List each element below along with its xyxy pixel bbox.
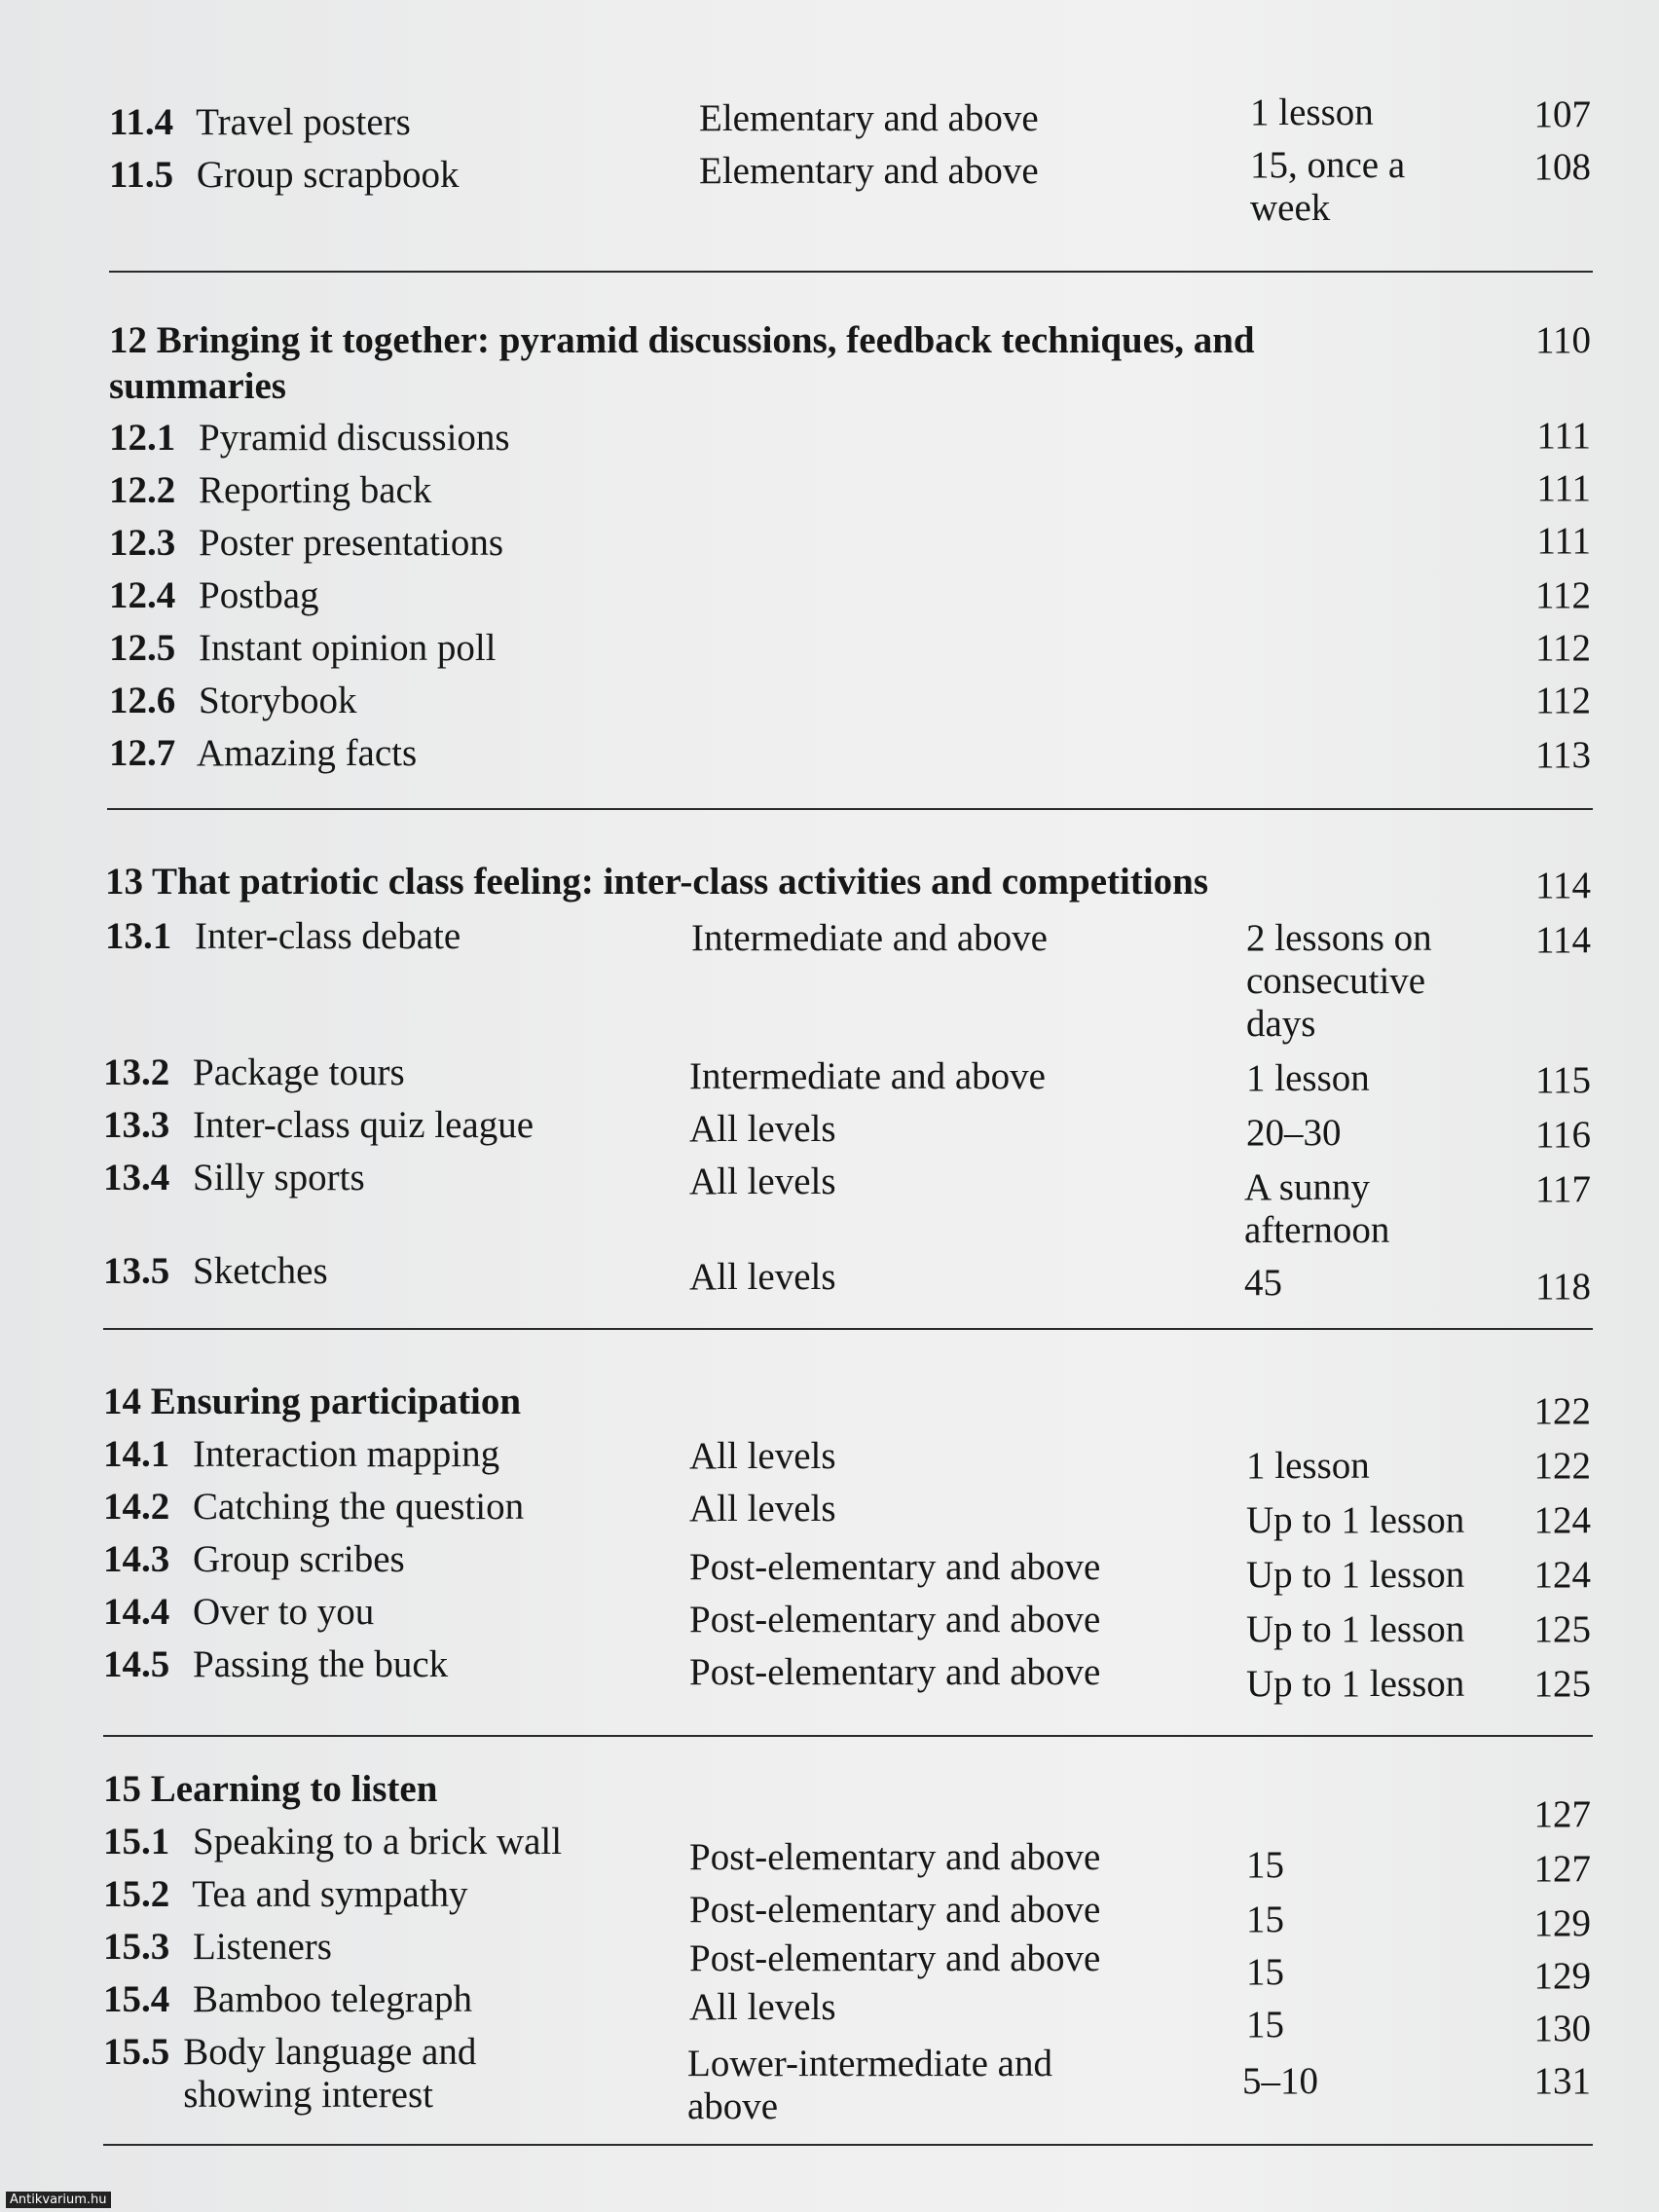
item-number: 13.2 <box>103 1051 170 1093</box>
item-level: Post-elementary and above <box>689 1651 1101 1693</box>
item-number: 13.4 <box>103 1157 170 1198</box>
item-page: 125 <box>1533 1663 1591 1705</box>
item-title: Inter-class quiz league <box>193 1104 535 1146</box>
item-title: Sketches <box>193 1250 328 1292</box>
item-page: 114 <box>1534 919 1591 961</box>
item-title: Postbag <box>199 574 319 616</box>
item-title: Pyramid discussions <box>199 417 510 459</box>
item-time: 20–30 <box>1246 1112 1342 1154</box>
item-time: 15 <box>1246 2004 1284 2046</box>
divider <box>107 808 1593 810</box>
item-page: 115 <box>1534 1059 1591 1101</box>
item-time: 45 <box>1244 1262 1282 1304</box>
item-level: Post-elementary and above <box>689 1599 1101 1641</box>
item-title: Storybook <box>199 680 357 721</box>
item-page: 118 <box>1534 1266 1591 1308</box>
item-number: 11.4 <box>109 101 174 143</box>
divider <box>103 2144 1593 2146</box>
watermark: Antikvarium.hu <box>6 2192 111 2208</box>
item-title: Body language and showing interest <box>183 2031 477 2116</box>
item-number: 11.5 <box>109 154 174 196</box>
item-number: 12.7 <box>109 732 176 774</box>
item-level: Post-elementary and above <box>689 1546 1101 1588</box>
item-time: 1 lesson <box>1246 1057 1370 1099</box>
list-item <box>103 1104 534 1147</box>
item-number: 12.2 <box>109 469 176 511</box>
list-item <box>109 154 460 197</box>
item-level: Intermediate and above <box>689 1055 1046 1097</box>
item-number: 13.1 <box>105 915 172 957</box>
item-title: Silly sports <box>193 1157 365 1198</box>
item-page: 107 <box>1533 93 1591 135</box>
list-item <box>109 522 503 565</box>
item-level: All levels <box>689 1256 836 1298</box>
item-page: 111 <box>1536 415 1591 457</box>
item-page: 112 <box>1534 680 1591 721</box>
item-level: Post-elementary and above <box>689 1889 1101 1931</box>
item-number: 15.1 <box>103 1821 170 1862</box>
list-item <box>109 469 431 512</box>
item-page: 125 <box>1533 1608 1591 1650</box>
item-time: 1 lesson <box>1250 92 1374 133</box>
list-item <box>103 1433 499 1476</box>
item-number: 15.2 <box>103 1873 170 1915</box>
item-page: 116 <box>1534 1114 1591 1156</box>
item-number: 14.2 <box>103 1486 170 1528</box>
item-number: 12.4 <box>109 574 176 616</box>
item-title: Travel posters <box>196 101 411 143</box>
item-number: 12.3 <box>109 522 176 564</box>
item-page: 129 <box>1533 1955 1591 1997</box>
list-item <box>103 1591 374 1634</box>
item-title: Over to you <box>193 1591 375 1633</box>
item-level: Intermediate and above <box>691 917 1048 959</box>
list-item <box>103 1643 448 1686</box>
item-time: Up to 1 lesson <box>1246 1554 1465 1596</box>
item-time: 1 lesson <box>1246 1445 1370 1487</box>
section-page: 110 <box>1534 319 1591 361</box>
item-number: 13.5 <box>103 1250 170 1292</box>
list-item <box>103 2031 571 2117</box>
item-title: Interaction mapping <box>193 1433 500 1475</box>
item-page: 122 <box>1533 1445 1591 1487</box>
list-item <box>109 417 510 460</box>
item-number: 12.1 <box>109 417 176 459</box>
list-item <box>103 1538 405 1581</box>
list-item <box>103 1051 405 1094</box>
item-level: Elementary and above <box>699 97 1039 139</box>
item-number: 15.4 <box>103 1978 170 2020</box>
list-item <box>103 1821 562 1863</box>
item-time: A sunny afternoon <box>1244 1166 1390 1251</box>
divider <box>103 1735 1593 1737</box>
item-number: 14.5 <box>103 1643 170 1685</box>
item-title: Reporting back <box>199 469 432 511</box>
divider <box>109 271 1593 273</box>
item-page: 124 <box>1533 1554 1591 1596</box>
item-page: 112 <box>1534 574 1591 616</box>
item-page: 111 <box>1536 467 1591 509</box>
item-number: 13.3 <box>103 1104 170 1146</box>
item-number: 12.6 <box>109 680 176 721</box>
item-time: 2 lessons on consecutive days <box>1246 917 1432 1045</box>
item-level: All levels <box>689 1488 836 1530</box>
item-level: Post-elementary and above <box>689 1937 1101 1979</box>
item-page: 111 <box>1536 520 1591 562</box>
item-level: Lower-intermediate and above <box>687 2043 1052 2127</box>
item-time: 15, once a week <box>1250 144 1406 229</box>
list-item <box>103 1250 328 1293</box>
item-title: Package tours <box>193 1051 405 1093</box>
item-title: Amazing facts <box>196 732 418 774</box>
section-heading: 12 Bringing it together: pyramid discussions, feedback techniques, and summaries <box>109 319 1255 407</box>
item-page: 127 <box>1533 1848 1591 1890</box>
section-heading: 15 Learning to listen <box>103 1768 438 1810</box>
item-time: 5–10 <box>1242 2060 1318 2102</box>
item-title: Listeners <box>193 1926 332 1968</box>
item-time: Up to 1 lesson <box>1246 1608 1465 1650</box>
section-page: 114 <box>1534 865 1591 906</box>
item-title: Speaking to a brick wall <box>193 1821 563 1862</box>
item-page: 113 <box>1534 734 1591 776</box>
list-item <box>105 915 461 958</box>
list-item <box>103 1926 332 1969</box>
item-page: 131 <box>1533 2060 1591 2102</box>
section-page: 122 <box>1533 1390 1591 1432</box>
item-page: 129 <box>1533 1902 1591 1944</box>
item-time: Up to 1 lesson <box>1246 1499 1465 1541</box>
item-number: 15.5 <box>103 2031 170 2073</box>
item-level: All levels <box>689 1108 836 1150</box>
item-number: 14.1 <box>103 1433 170 1475</box>
item-number: 15.3 <box>103 1926 170 1968</box>
item-level: All levels <box>689 1161 836 1202</box>
section-page: 127 <box>1533 1793 1591 1835</box>
item-level: Post-elementary and above <box>689 1836 1101 1878</box>
item-title: Poster presentations <box>199 522 504 564</box>
item-page: 124 <box>1533 1499 1591 1541</box>
list-item <box>109 627 497 670</box>
item-number: 14.3 <box>103 1538 170 1580</box>
item-time: Up to 1 lesson <box>1246 1663 1465 1705</box>
item-time: 15 <box>1246 1899 1284 1940</box>
item-time: 15 <box>1246 1951 1284 1993</box>
item-title: Tea and sympathy <box>192 1873 468 1915</box>
list-item <box>109 574 319 617</box>
list-item <box>109 732 417 775</box>
item-page: 130 <box>1533 2008 1591 2049</box>
item-number: 12.5 <box>109 627 176 669</box>
item-page: 117 <box>1534 1168 1591 1210</box>
item-title: Bamboo telegraph <box>193 1978 472 2020</box>
list-item <box>103 1486 524 1529</box>
section-heading: 14 Ensuring participation <box>103 1381 522 1422</box>
item-title: Passing the buck <box>193 1643 449 1685</box>
item-level: All levels <box>689 1986 836 2028</box>
list-item <box>109 680 357 722</box>
item-page: 108 <box>1533 146 1591 188</box>
item-level: All levels <box>689 1435 836 1477</box>
item-page: 112 <box>1534 627 1591 669</box>
item-title: Inter-class debate <box>195 915 461 957</box>
item-number: 14.4 <box>103 1591 170 1633</box>
list-item <box>103 1873 468 1916</box>
item-title: Group scrapbook <box>196 154 460 196</box>
section-heading: 13 That patriotic class feeling: inter-class activities and competitions <box>105 861 1209 903</box>
list-item <box>103 1157 365 1199</box>
list-item <box>103 1978 472 2021</box>
list-item <box>109 101 411 144</box>
item-level: Elementary and above <box>699 150 1039 192</box>
item-time: 15 <box>1246 1844 1284 1886</box>
item-title: Instant opinion poll <box>199 627 497 669</box>
item-title: Group scribes <box>193 1538 405 1580</box>
item-title: Catching the question <box>193 1486 525 1528</box>
divider <box>103 1328 1593 1330</box>
